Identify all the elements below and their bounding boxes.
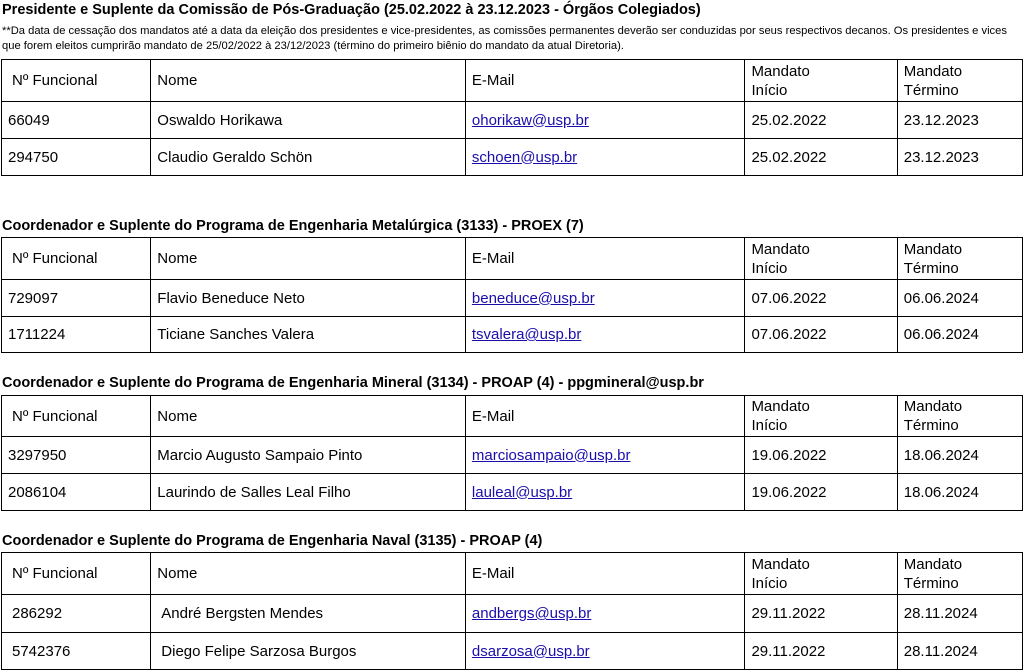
table-row [2, 280, 1023, 317]
cell-funcional: 1711224 [2, 317, 151, 353]
cell-inicio: 19.06.2022 [745, 474, 897, 511]
email-link[interactable]: schoen@usp.br [471, 148, 578, 166]
header-nome: Nome [151, 553, 466, 595]
header-mandato-termino [897, 553, 1022, 595]
header-termino-line2: Término [903, 259, 959, 277]
cell-inicio: 25.02.2022 [745, 139, 897, 176]
header-mandato-inicio [745, 553, 897, 595]
table-header-row [2, 396, 1023, 437]
cell-email [465, 595, 745, 633]
header-funcional: Nº Funcional [2, 553, 151, 595]
header-termino-line1: Mandato [903, 555, 963, 573]
header-inicio-line2: Início [751, 574, 788, 592]
cell-email [465, 474, 745, 511]
header-funcional: Nº Funcional [2, 396, 151, 437]
header-inicio-line1: Mandato [751, 240, 810, 258]
table-row [2, 474, 1023, 511]
members-table [1, 237, 1023, 353]
cell-inicio: 07.06.2022 [745, 280, 897, 317]
section-note: **Da data de cessação dos mandatos até a data da eleição dos presidentes e vice-presidentes, as comissões permanentes deverão ser conduzidas por seus respectivos decanos. Os presidentes e vices que forem eleitos cumprirão mandato de 25/02/2022 à 23/12/2023 (término do primeiro biênio do mandato da atual Diretoria). [2, 25, 1007, 52]
members-table [1, 552, 1023, 670]
cell-nome: Ticiane Sanches Valera [151, 317, 466, 353]
section-title: Presidente e Suplente da Comissão de Pós-Graduação (25.02.2022 à 23.12.2023 - Órgãos Colegiados) [2, 2, 701, 18]
header-email: E-Mail [465, 553, 745, 595]
header-nome: Nome [151, 60, 466, 102]
header-nome: Nome [151, 396, 466, 437]
table-row [2, 139, 1023, 176]
cell-inicio: 19.06.2022 [745, 437, 897, 474]
header-inicio-line2: Início [751, 417, 788, 434]
header-email: E-Mail [465, 238, 745, 280]
header-funcional: Nº Funcional [2, 60, 151, 102]
table-row [2, 317, 1023, 353]
header-mandato-termino [897, 396, 1022, 437]
header-nome: Nome [151, 238, 466, 280]
cell-inicio: 07.06.2022 [745, 317, 897, 353]
cell-nome: Claudio Geraldo Schön [151, 139, 466, 176]
cell-funcional: 3297950 [2, 437, 151, 474]
email-link[interactable]: lauleal@usp.br [471, 483, 573, 501]
cell-email [465, 437, 745, 474]
email-link[interactable]: dsarzosa@usp.br [471, 642, 590, 660]
header-inicio-line1: Mandato [751, 555, 810, 573]
cell-termino: 06.06.2024 [897, 280, 1022, 317]
header-termino-line2: Término [903, 417, 959, 434]
email-link[interactable]: beneduce@usp.br [471, 289, 595, 307]
cell-email [465, 139, 745, 176]
cell-nome: Laurindo de Salles Leal Filho [151, 474, 466, 511]
table-row [2, 102, 1023, 139]
members-table [1, 59, 1023, 176]
header-termino-line1: Mandato [903, 240, 963, 258]
section-title: Coordenador e Suplente do Programa de Engenharia Mineral (3134) - PROAP (4) - ppgmineral@usp.br [2, 375, 704, 391]
members-table [1, 395, 1023, 511]
cell-termino: 23.12.2023 [897, 102, 1022, 139]
cell-funcional: 2086104 [2, 474, 151, 511]
section-title: Coordenador e Suplente do Programa de Engenharia Naval (3135) - PROAP (4) [2, 533, 543, 549]
table-row [2, 633, 1023, 670]
header-mandato-termino [897, 238, 1022, 280]
cell-termino: 06.06.2024 [897, 317, 1022, 353]
cell-termino: 23.12.2023 [897, 139, 1022, 176]
cell-email [465, 633, 745, 670]
table-header-row [2, 238, 1023, 280]
email-link[interactable]: tsvalera@usp.br [471, 326, 582, 343]
cell-nome: Oswaldo Horikawa [151, 102, 466, 139]
table-header-row [2, 553, 1023, 595]
header-email: E-Mail [465, 60, 745, 102]
cell-email [465, 317, 745, 353]
email-link[interactable]: ohorikaw@usp.br [471, 111, 589, 129]
header-mandato-inicio [745, 238, 897, 280]
header-inicio-line1: Mandato [751, 398, 810, 415]
header-email: E-Mail [465, 396, 745, 437]
header-inicio-line1: Mandato [751, 62, 810, 80]
cell-inicio: 29.11.2022 [745, 633, 897, 670]
table-row [2, 437, 1023, 474]
header-mandato-inicio [745, 396, 897, 437]
header-funcional: Nº Funcional [2, 238, 151, 280]
email-link[interactable]: marciosampaio@usp.br [471, 446, 631, 464]
header-termino-line2: Término [903, 81, 959, 99]
cell-funcional: 286292 [2, 595, 151, 633]
header-inicio-line2: Início [751, 81, 788, 99]
table-row [2, 595, 1023, 633]
cell-nome: André Bergsten Mendes [151, 595, 466, 633]
cell-nome: Marcio Augusto Sampaio Pinto [151, 437, 466, 474]
table-header-row [2, 60, 1023, 102]
cell-termino: 18.06.2024 [897, 437, 1022, 474]
cell-funcional: 66049 [2, 102, 151, 139]
cell-termino: 28.11.2024 [897, 633, 1022, 670]
cell-nome: Flavio Beneduce Neto [151, 280, 466, 317]
cell-email [465, 280, 745, 317]
cell-email [465, 102, 745, 139]
header-termino-line1: Mandato [903, 62, 963, 80]
cell-funcional: 294750 [2, 139, 151, 176]
cell-termino: 18.06.2024 [897, 474, 1022, 511]
header-mandato-termino [897, 60, 1022, 102]
cell-funcional: 729097 [2, 280, 151, 317]
header-termino-line2: Término [903, 574, 959, 592]
section-title: Coordenador e Suplente do Programa de Engenharia Metalúrgica (3133) - PROEX (7) [2, 218, 584, 234]
cell-funcional: 5742376 [2, 633, 151, 670]
cell-inicio: 25.02.2022 [745, 102, 897, 139]
cell-nome: Diego Felipe Sarzosa Burgos [151, 633, 466, 670]
header-inicio-line2: Início [751, 259, 788, 277]
email-link[interactable]: andbergs@usp.br [471, 605, 592, 622]
header-termino-line1: Mandato [903, 398, 963, 415]
cell-inicio: 29.11.2022 [745, 595, 897, 633]
header-mandato-inicio [745, 60, 897, 102]
cell-termino: 28.11.2024 [897, 595, 1022, 633]
